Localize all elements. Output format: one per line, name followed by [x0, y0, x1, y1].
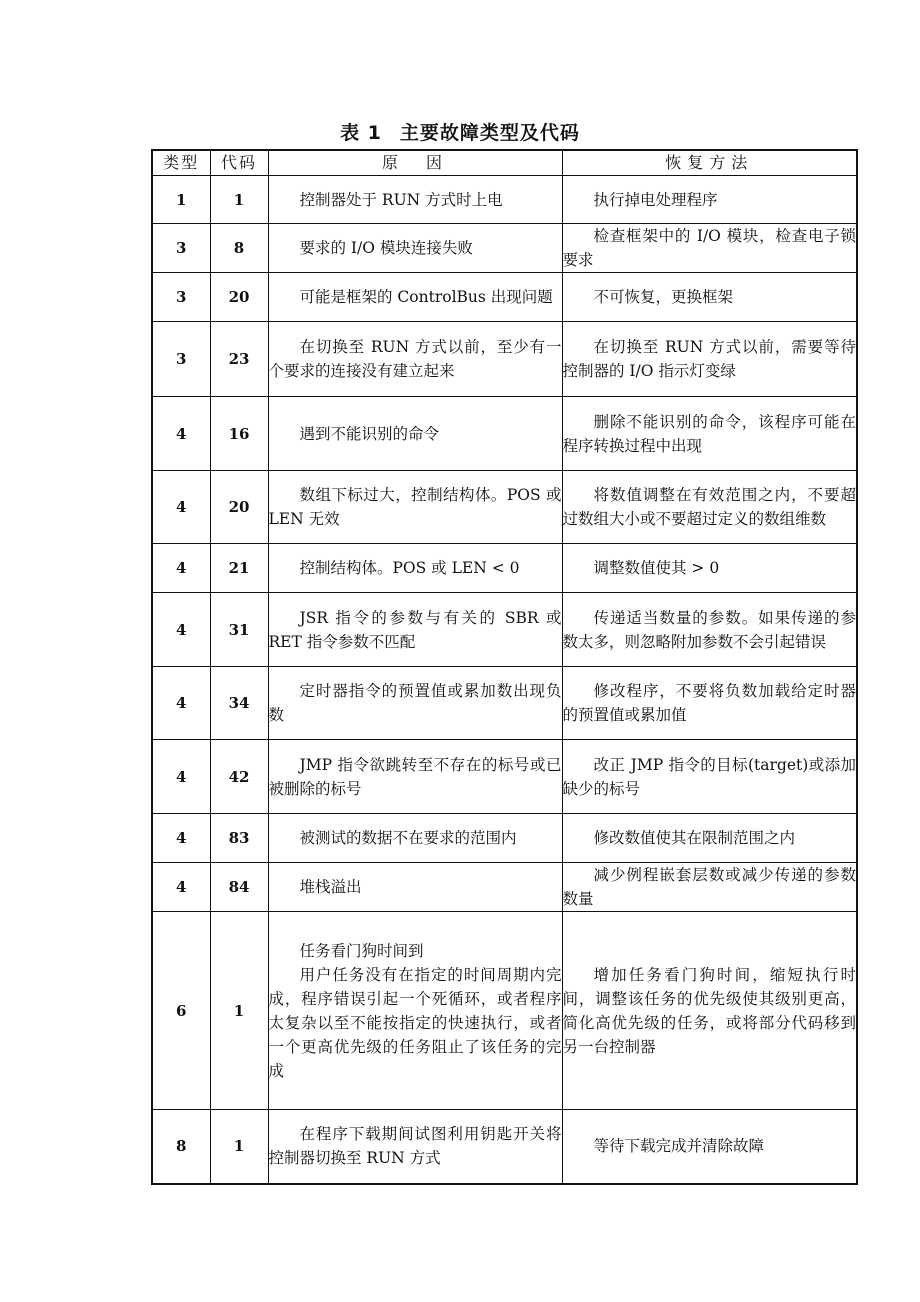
- cause-text: 可能是框架的 ControlBus 出现问题: [299, 288, 553, 306]
- cause-text: 在程序下载期间试图利用钥匙开关将控制器切换至 RUN 方式: [268, 1125, 562, 1168]
- cause-text: 在切换至 RUN 方式以前，至少有一个要求的连接没有建立起来: [268, 338, 562, 380]
- cell-cause: [268, 176, 562, 224]
- cell-type: 3: [152, 224, 210, 273]
- recovery-text: 不可恢复，更换框架: [593, 288, 734, 306]
- cell-recovery: [562, 322, 857, 397]
- header-cause: 原 因: [268, 150, 562, 176]
- recovery-text: 改正 JMP 指令的目标(target)或添加缺少的标号: [562, 755, 856, 798]
- cell-type: 3: [152, 273, 210, 322]
- cell-recovery: [562, 544, 857, 593]
- cell-code: 20: [210, 273, 268, 322]
- cell-code: 21: [210, 544, 268, 593]
- recovery-text: 传递适当数量的参数。如果传递的参数太多，则忽略附加参数不会引起错误: [562, 608, 856, 651]
- recovery-text: 修改程序，不要将负数加载给定时器的预置值或累加值: [562, 682, 856, 724]
- cell-recovery: [562, 667, 857, 740]
- cause-text: 用户任务没有在指定的时间周期内完成，程序错误引起一个死循环，或者程序太复杂以至不能按指定的快速执行，或者一个更高优先级的任务阻止了该任务的完成: [268, 965, 562, 1080]
- cause-text: 控制器处于 RUN 方式时上电: [299, 190, 503, 209]
- cell-cause: [268, 471, 562, 544]
- cell-type: 4: [152, 740, 210, 814]
- table-caption: 主要故障类型及代码: [399, 122, 580, 144]
- cause-text: 堆栈溢出: [299, 878, 362, 896]
- cause-text: 遇到不能识别的命令: [299, 424, 440, 443]
- recovery-text: 调整数值使其 > 0: [593, 559, 720, 577]
- cell-type: 3: [152, 322, 210, 397]
- cause-text: 定时器指令的预置值或累加数出现负数: [268, 682, 562, 724]
- fault-table: [151, 149, 858, 1185]
- table-row: [152, 912, 857, 1110]
- table-row: [152, 814, 857, 863]
- recovery-text: 修改数值使其在限制范围之内: [593, 829, 796, 847]
- cell-type: 4: [152, 863, 210, 912]
- cell-recovery: [562, 471, 857, 544]
- table-row: [152, 593, 857, 667]
- cell-cause: [268, 740, 562, 814]
- recovery-text: 检查框架中的 I/O 模块，检查电子锁要求: [562, 227, 856, 269]
- cell-type: 4: [152, 667, 210, 740]
- cell-type: 8: [152, 1110, 210, 1184]
- recovery-text: 执行掉电处理程序: [593, 190, 718, 209]
- cell-cause: [268, 593, 562, 667]
- cell-recovery: [562, 814, 857, 863]
- cell-cause: [268, 397, 562, 471]
- cause-text: JMP 指令欲跳转至不存在的标号或已被删除的标号: [268, 755, 562, 798]
- cause-text: JSR 指令的参数与有关的 SBR 或 RET 指令参数不匹配: [268, 608, 562, 651]
- table-row: [152, 322, 857, 397]
- cell-recovery: [562, 740, 857, 814]
- header-code: 代码: [210, 150, 268, 176]
- cell-recovery: [562, 176, 857, 224]
- cell-code: 34: [210, 667, 268, 740]
- header-type: 类型: [152, 150, 210, 176]
- cell-code: 16: [210, 397, 268, 471]
- cell-code: 31: [210, 593, 268, 667]
- cell-recovery: [562, 397, 857, 471]
- table-row: [152, 1110, 857, 1184]
- table-title: [0, 118, 920, 145]
- recovery-text: 将数值调整在有效范围之内，不要超过数组大小或不要超过定义的数组维数: [562, 486, 856, 528]
- table-number: 表 1: [340, 122, 382, 144]
- cell-code: 1: [210, 1110, 268, 1184]
- recovery-text: 增加任务看门狗时间，缩短执行时间，调整该任务的优先级使其级别更高，简化高优先级的任务，或将部分代码移到另一台控制器: [562, 965, 856, 1056]
- cell-recovery: [562, 224, 857, 273]
- cell-type: 4: [152, 814, 210, 863]
- cell-type: 6: [152, 912, 210, 1110]
- cell-code: 84: [210, 863, 268, 912]
- cell-cause: [268, 912, 562, 1110]
- cell-code: 83: [210, 814, 268, 863]
- table-row: [152, 667, 857, 740]
- cause-heading-text: 任务看门狗时间到: [299, 941, 424, 960]
- cell-code: 1: [210, 912, 268, 1110]
- recovery-text: 减少例程嵌套层数或减少传递的参数数量: [562, 866, 856, 908]
- recovery-text: 等待下载完成并清除故障: [593, 1137, 765, 1156]
- cause-text: 要求的 I/O 模块连接失败: [299, 239, 473, 257]
- cell-recovery: [562, 863, 857, 912]
- table-row: [152, 863, 857, 912]
- recovery-text: 删除不能识别的命令，该程序可能在程序转换过程中出现: [562, 412, 856, 455]
- header-recovery: 恢复方法: [562, 150, 857, 176]
- table-row: [152, 471, 857, 544]
- table-row: [152, 273, 857, 322]
- cell-cause: [268, 322, 562, 397]
- cell-cause: [268, 863, 562, 912]
- cell-cause: [268, 667, 562, 740]
- cell-type: 4: [152, 544, 210, 593]
- table-row: [152, 544, 857, 593]
- cell-type: 1: [152, 176, 210, 224]
- cell-type: 4: [152, 471, 210, 544]
- cell-recovery: [562, 273, 857, 322]
- cell-code: 1: [210, 176, 268, 224]
- table-row: [152, 176, 857, 224]
- cell-cause: [268, 273, 562, 322]
- cell-code: 8: [210, 224, 268, 273]
- table-row: [152, 397, 857, 471]
- table-row: [152, 740, 857, 814]
- cell-code: 20: [210, 471, 268, 544]
- table-row: [152, 224, 857, 273]
- cause-text: 数组下标过大，控制结构体。POS 或 LEN 无效: [268, 486, 562, 528]
- cell-type: 4: [152, 397, 210, 471]
- cell-code: 42: [210, 740, 268, 814]
- cell-type: 4: [152, 593, 210, 667]
- cell-recovery: [562, 912, 857, 1110]
- table-header-row: [152, 150, 857, 176]
- cell-recovery: [562, 1110, 857, 1184]
- cell-cause: [268, 544, 562, 593]
- cell-code: 23: [210, 322, 268, 397]
- cell-cause: [268, 814, 562, 863]
- recovery-text: 在切换至 RUN 方式以前，需要等待控制器的 I/O 指示灯变绿: [562, 338, 856, 380]
- cell-cause: [268, 224, 562, 273]
- cell-recovery: [562, 593, 857, 667]
- cause-text: 控制结构体。POS 或 LEN < 0: [299, 559, 520, 577]
- cell-cause: [268, 1110, 562, 1184]
- cause-text: 被测试的数据不在要求的范围内: [299, 829, 517, 847]
